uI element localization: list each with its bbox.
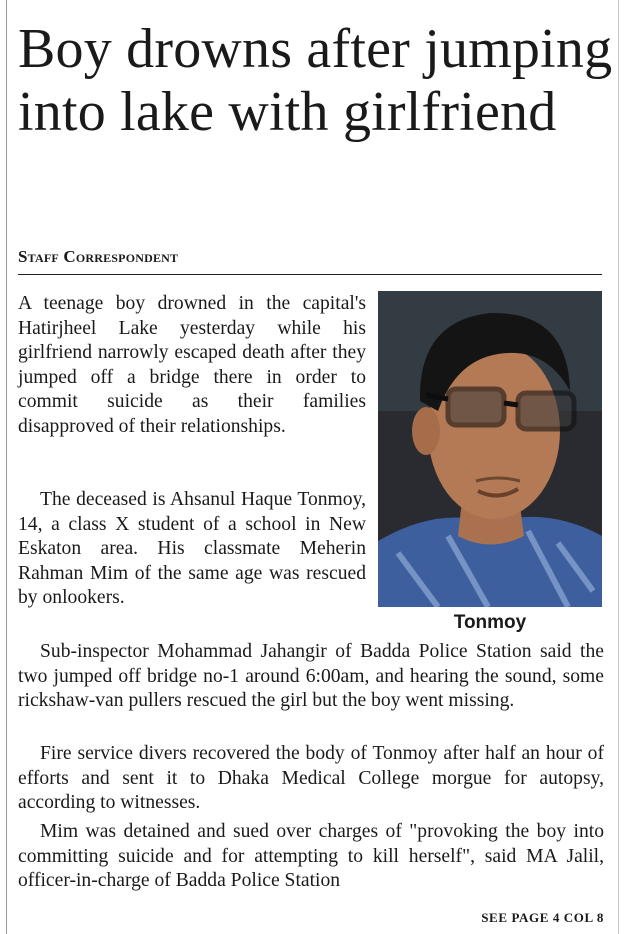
article-paragraph-5: Mim was detained and sued over charges of "provoking the boy into committing suicide and for attempting to kill herself", said MA Jalil, officer-in-charge of Badda Police Station — [18, 821, 604, 892]
byline: Staff Correspondent — [18, 247, 179, 266]
article-paragraph-3: Sub-inspector Mohammad Jahangir of Badda Police Station said the two jumped off bridge no-1 around 6:00am, and hearing the sound, some rickshaw-van pullers rescued the girl but the boy went missing. — [18, 641, 604, 712]
portrait-photo — [378, 291, 602, 607]
left-column-rule — [6, 0, 7, 934]
portrait-illustration — [378, 291, 602, 607]
article-paragraph-4: Fire service divers recovered the body of Tonmoy after half an hour of efforts and sent it to Dhaka Medical College morgue for autopsy, according to witnesses. — [18, 743, 604, 814]
photo-caption: Tonmoy — [453, 612, 527, 633]
article-paragraph-1: A teenage boy drowned in the capital's Hatirjheel Lake yesterday while his girlfriend narrowly escaped death after they jumped off a bridge there in order to commit suicide as their families disapproved of their relationships. — [18, 293, 366, 437]
headline: Boy drowns after jumping into lake with girlfriend — [18, 18, 613, 143]
article-paragraph-2: The deceased is Ahsanul Haque Tonmoy, 14, a class X student of a school in New Eskaton area. His classmate Meherin Rahman Mim of the same age was rescued by onlookers. — [18, 489, 366, 609]
right-column-rule — [618, 0, 619, 934]
continuation-note: SEE PAGE 4 COL 8 — [481, 910, 604, 925]
byline-divider — [18, 274, 602, 275]
